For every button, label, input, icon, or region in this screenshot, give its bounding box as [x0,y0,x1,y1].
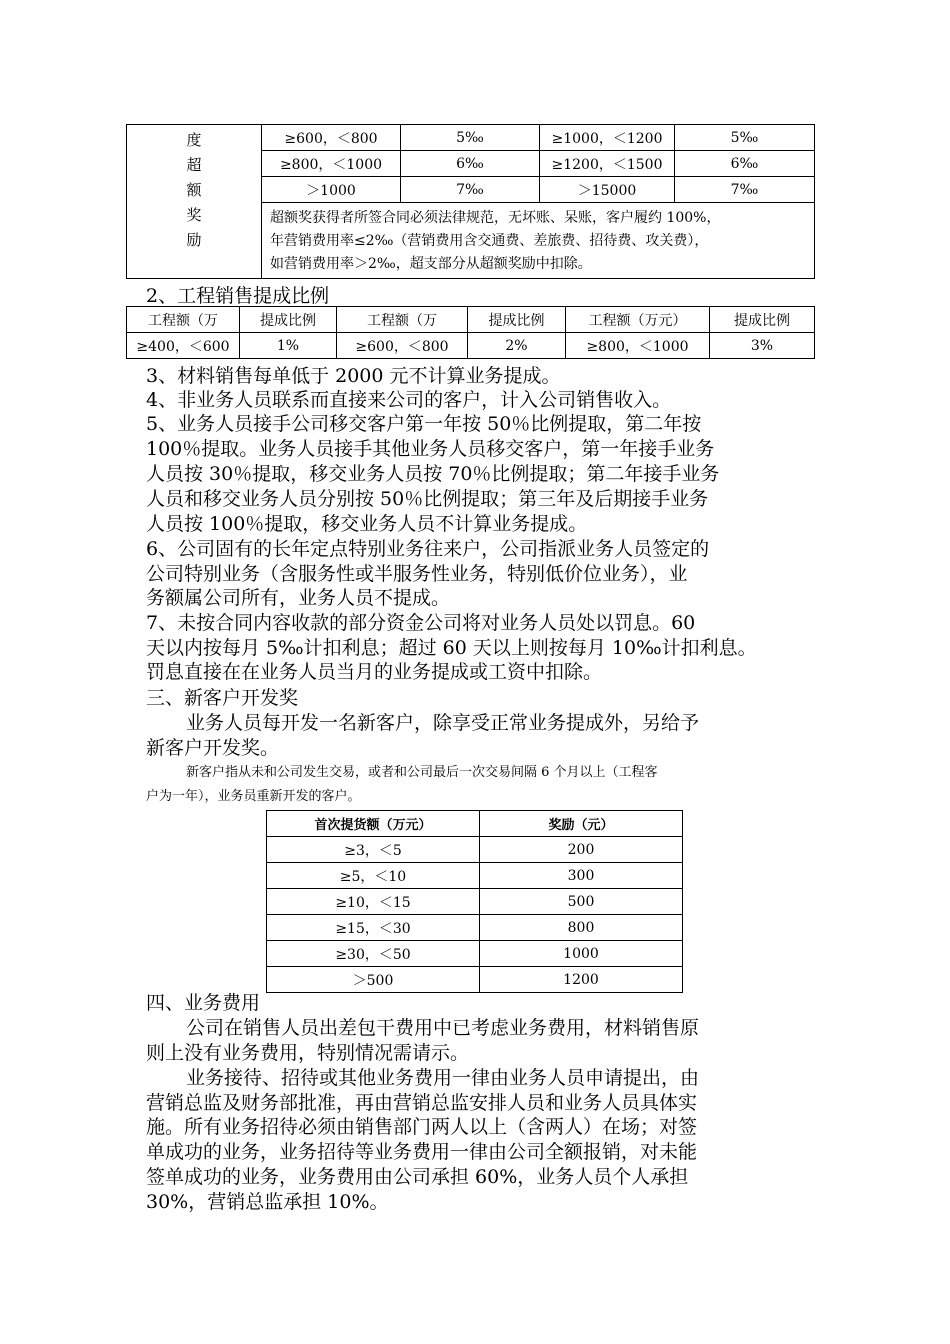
engineering-table [126,306,815,359]
table-cell: ≥800，＜1000 [566,333,710,359]
table-cell: 800 [480,915,683,941]
table-cell: 7‰ [675,177,815,203]
section-title: 三、新客户开发奖 [146,687,299,709]
table-cell: 200 [480,837,683,863]
paragraph-line: 新客户开发奖。 [146,737,280,759]
table-cell: 3% [710,333,815,359]
paragraph-line: 则上没有业务费用，特别情况需请示。 [146,1042,470,1064]
paragraph-line: 单成功的业务，业务招待等业务费用一律由公司全额报销，对未能 [146,1141,698,1163]
paragraph-line: 人员按 100％提取，移交业务人员不计算业务提成。 [146,513,588,535]
table-cell: 2% [468,333,566,359]
paragraph-line: 天以内按每月 5‰计扣利息；超过 60 天以上则按每月 10‰计扣利息。 [146,637,757,659]
paragraph-line: 人员和移交业务人员分别按 50％比例提取；第三年及后期接手业务 [146,488,709,510]
table-header: 提成比例 [710,307,815,333]
table-cell: ≥600，＜800 [337,333,468,359]
paragraph-line: 公司特别业务（含服务性或半服务性业务，特别低价位业务），业 [146,563,688,585]
section-title: 2、工程销售提成比例 [146,285,330,307]
table-cell: 1200 [480,967,683,993]
table-header: 工程额（万 [337,307,468,333]
table-header: 提成比例 [468,307,566,333]
paragraph-line: 签单成功的业务，业务费用由公司承担 60%，业务人员个人承担 [146,1166,689,1188]
new-customer-table [266,810,683,993]
paragraph-line: 人员按 30％提取，移交业务人员按 70％比例提取；第二年接手业务 [146,463,720,485]
table-cell: ≥800，＜1000 [262,151,401,177]
table-cell: 500 [480,889,683,915]
table-cell: ＞15000 [540,177,675,203]
table-cell: ≥15，＜30 [267,915,480,941]
paragraph-line: 4、非业务人员联系而直接来公司的客户，计入公司销售收入。 [146,389,672,411]
paragraph-line: 业务人员每开发一名新客户，除享受正常业务提成外，另给予 [186,712,700,734]
table-header: 工程额（万元） [566,307,710,333]
table-cell: 1% [240,333,337,359]
table-cell: ≥400，＜600 [127,333,240,359]
table-cell: 300 [480,863,683,889]
overquota-note: 超额奖获得者所签合同必须法律规范，无坏账、呆账，客户履约 100%， 年营销费用率≤2‰（营销费用含交通费、差旅费、招待费、攻关费）， 如营销费用率＞2‰，超支部分从超额奖励中扣除。 [262,203,815,279]
paragraph-line: 营销总监及财务部批准，再由营销总监安排人员和业务人员具体实 [146,1092,698,1114]
table-cell: ≥600，＜800 [262,125,401,151]
table-header: 首次提货额（万元） [267,811,480,837]
overquota-table [126,124,815,279]
note-line: 户为一年），业务员重新开发的客户。 [146,789,361,804]
table-header: 工程额（万 [127,307,240,333]
paragraph-line: 30%，营销总监承担 10%。 [146,1191,389,1213]
table-cell: ≥5，＜10 [267,863,480,889]
table-cell: ≥30，＜50 [267,941,480,967]
table-header: 奖励（元） [480,811,683,837]
table-cell: 6‰ [675,151,815,177]
table-cell: ≥1000，＜1200 [540,125,675,151]
table-cell: 5‰ [675,125,815,151]
section-title: 四、业务费用 [146,992,261,1014]
table-cell: ＞1000 [262,177,401,203]
table-cell: 5‰ [401,125,540,151]
paragraph-line: 6、公司固有的长年定点特别业务往来户，公司指派业务人员签定的 [146,538,710,560]
table-cell: ＞500 [267,967,480,993]
table-cell: 6‰ [401,151,540,177]
paragraph-line: 7、未按合同内容收款的部分资金公司将对业务人员处以罚息。60 [146,612,696,634]
paragraph-line: 业务接待、招待或其他业务费用一律由业务人员申请提出，由 [186,1067,700,1089]
note-line: 新客户指从未和公司发生交易，或者和公司最后一次交易间隔 6 个月以上（工程客 [186,765,658,780]
table-cell: ≥10，＜15 [267,889,480,915]
paragraph-line: 罚息直接在在业务人员当月的业务提成或工资中扣除。 [146,661,603,683]
paragraph-line: 3、材料销售每单低于 2000 元不计算业务提成。 [146,365,561,387]
paragraph-line: 务额属公司所有，业务人员不提成。 [146,587,451,609]
table-header: 提成比例 [240,307,337,333]
table-cell: ≥3，＜5 [267,837,480,863]
table-cell: 7‰ [401,177,540,203]
table-cell: ≥1200，＜1500 [540,151,675,177]
paragraph-line: 5、业务人员接手公司移交客户第一年按 50％比例提取，第二年按 [146,413,702,435]
paragraph-line: 公司在销售人员出差包干费用中已考虑业务费用，材料销售原 [186,1017,700,1039]
paragraph-line: 100％提取。业务人员接手其他业务人员移交客户，第一年接手业务 [146,438,715,460]
overquota-side-label: 度 超 额 奖 励 [127,125,262,279]
table-cell: 1000 [480,941,683,967]
paragraph-line: 施。所有业务招待必须由销售部门两人以上（含两人）在场；对签 [146,1116,698,1138]
